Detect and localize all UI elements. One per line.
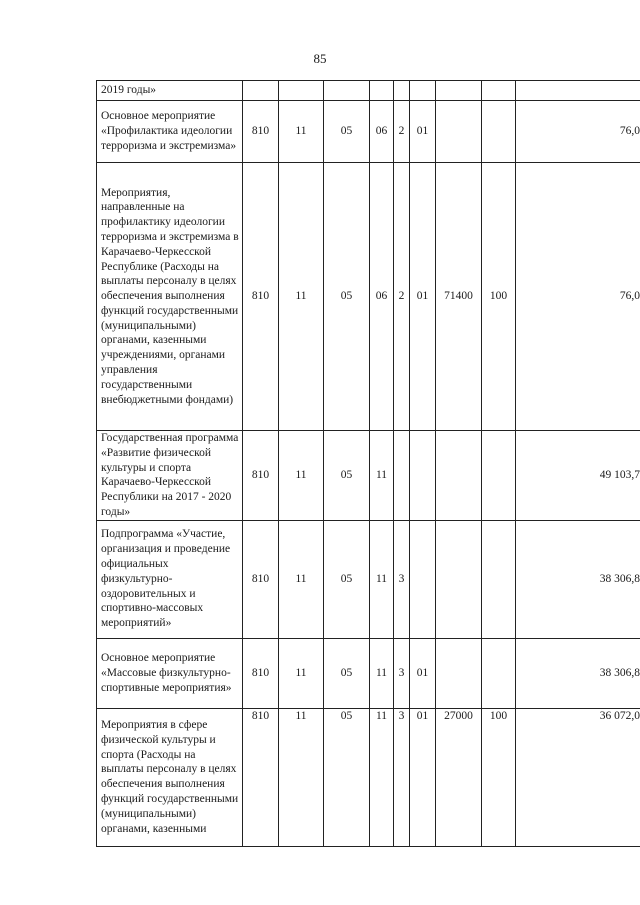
table-row <box>97 638 640 708</box>
cell-cs4 <box>436 638 482 708</box>
cell-pr: 05 <box>324 101 370 163</box>
cell-min: 810 <box>243 101 279 163</box>
cell-min: 810 <box>243 431 279 521</box>
table-row <box>97 520 640 638</box>
table-row <box>97 163 640 431</box>
cell-cs1 <box>370 81 394 101</box>
cell-desc: Основное мероприятие «Профилактика идеологии терроризма и экстремизма» <box>97 101 243 163</box>
cell-sum <box>516 81 640 101</box>
cell-pr <box>324 81 370 101</box>
cell-cs2: 3 <box>394 708 410 846</box>
cell-cs1: 11 <box>370 638 394 708</box>
cell-desc: Мероприятия, направленные на профилактику идеологии терроризма и экстремизма в Карачаево-Черкесской Республике (Расходы на выплаты персоналу в целях обеспечения выполнения функций государственными (муниципальными) органами, казенными учреждениями, органами управления государственными внебюджетными фондами) <box>97 163 243 431</box>
cell-cs3 <box>410 431 436 521</box>
cell-sum: 76,0 <box>516 101 640 163</box>
cell-cs1: 11 <box>370 431 394 521</box>
cell-cs2 <box>394 81 410 101</box>
cell-cs1: 06 <box>370 163 394 431</box>
table-row <box>97 708 640 846</box>
cell-rz: 11 <box>279 708 324 846</box>
cell-sum: 49 103,7 <box>516 431 640 521</box>
cell-sum: 36 072,0 <box>516 708 640 846</box>
cell-rz: 11 <box>279 638 324 708</box>
cell-rz <box>279 81 324 101</box>
cell-rz: 11 <box>279 431 324 521</box>
cell-vr <box>482 431 516 521</box>
cell-pr: 05 <box>324 638 370 708</box>
cell-rz: 11 <box>279 520 324 638</box>
cell-cs2: 2 <box>394 101 410 163</box>
cell-vr <box>482 638 516 708</box>
cell-cs3 <box>410 520 436 638</box>
cell-vr: 100 <box>482 708 516 846</box>
cell-cs3: 01 <box>410 163 436 431</box>
cell-min <box>243 81 279 101</box>
cell-cs1: 11 <box>370 520 394 638</box>
cell-desc: Мероприятия в сфере физической культуры и спорта (Расходы на выплаты персоналу в целях обеспечения выполнения функций государственными (муниципальными) органами, казенными <box>97 708 243 846</box>
cell-cs4 <box>436 520 482 638</box>
cell-cs4 <box>436 101 482 163</box>
table-row <box>97 81 640 101</box>
cell-desc: 2019 годы» <box>97 81 243 101</box>
cell-cs4 <box>436 431 482 521</box>
table-row <box>97 431 640 521</box>
cell-min: 810 <box>243 520 279 638</box>
cell-sum: 38 306,8 <box>516 638 640 708</box>
cell-cs4 <box>436 81 482 101</box>
cell-sum: 38 306,8 <box>516 520 640 638</box>
cell-cs2: 3 <box>394 520 410 638</box>
cell-min: 810 <box>243 708 279 846</box>
cell-desc: Основное мероприятие «Массовые физкультурно-спортивные мероприятия» <box>97 638 243 708</box>
cell-desc: Государственная программа «Развитие физической культуры и спорта Карачаево-Черкесской Республики на 2017 - 2020 годы» <box>97 431 243 521</box>
cell-sum: 76,0 <box>516 163 640 431</box>
cell-pr: 05 <box>324 163 370 431</box>
budget-table <box>96 80 640 847</box>
page-number: 85 <box>313 51 327 66</box>
cell-cs1: 11 <box>370 708 394 846</box>
cell-cs3: 01 <box>410 638 436 708</box>
cell-rz: 11 <box>279 101 324 163</box>
cell-pr: 05 <box>324 431 370 521</box>
cell-rz: 11 <box>279 163 324 431</box>
cell-cs2 <box>394 431 410 521</box>
cell-cs3 <box>410 81 436 101</box>
cell-cs1: 06 <box>370 101 394 163</box>
cell-pr: 05 <box>324 708 370 846</box>
cell-vr <box>482 520 516 638</box>
cell-vr <box>482 81 516 101</box>
cell-vr: 100 <box>482 163 516 431</box>
cell-cs4: 27000 <box>436 708 482 846</box>
cell-min: 810 <box>243 163 279 431</box>
cell-cs3: 01 <box>410 101 436 163</box>
cell-desc: Подпрограмма «Участие, организация и проведение официальных физкультурно-оздоровительных и спортивно-массовых мероприятий» <box>97 520 243 638</box>
cell-pr: 05 <box>324 520 370 638</box>
cell-cs3: 01 <box>410 708 436 846</box>
cell-cs2: 2 <box>394 163 410 431</box>
cell-min: 810 <box>243 638 279 708</box>
cell-cs2: 3 <box>394 638 410 708</box>
table-row <box>97 101 640 163</box>
cell-vr <box>482 101 516 163</box>
cell-cs4: 71400 <box>436 163 482 431</box>
